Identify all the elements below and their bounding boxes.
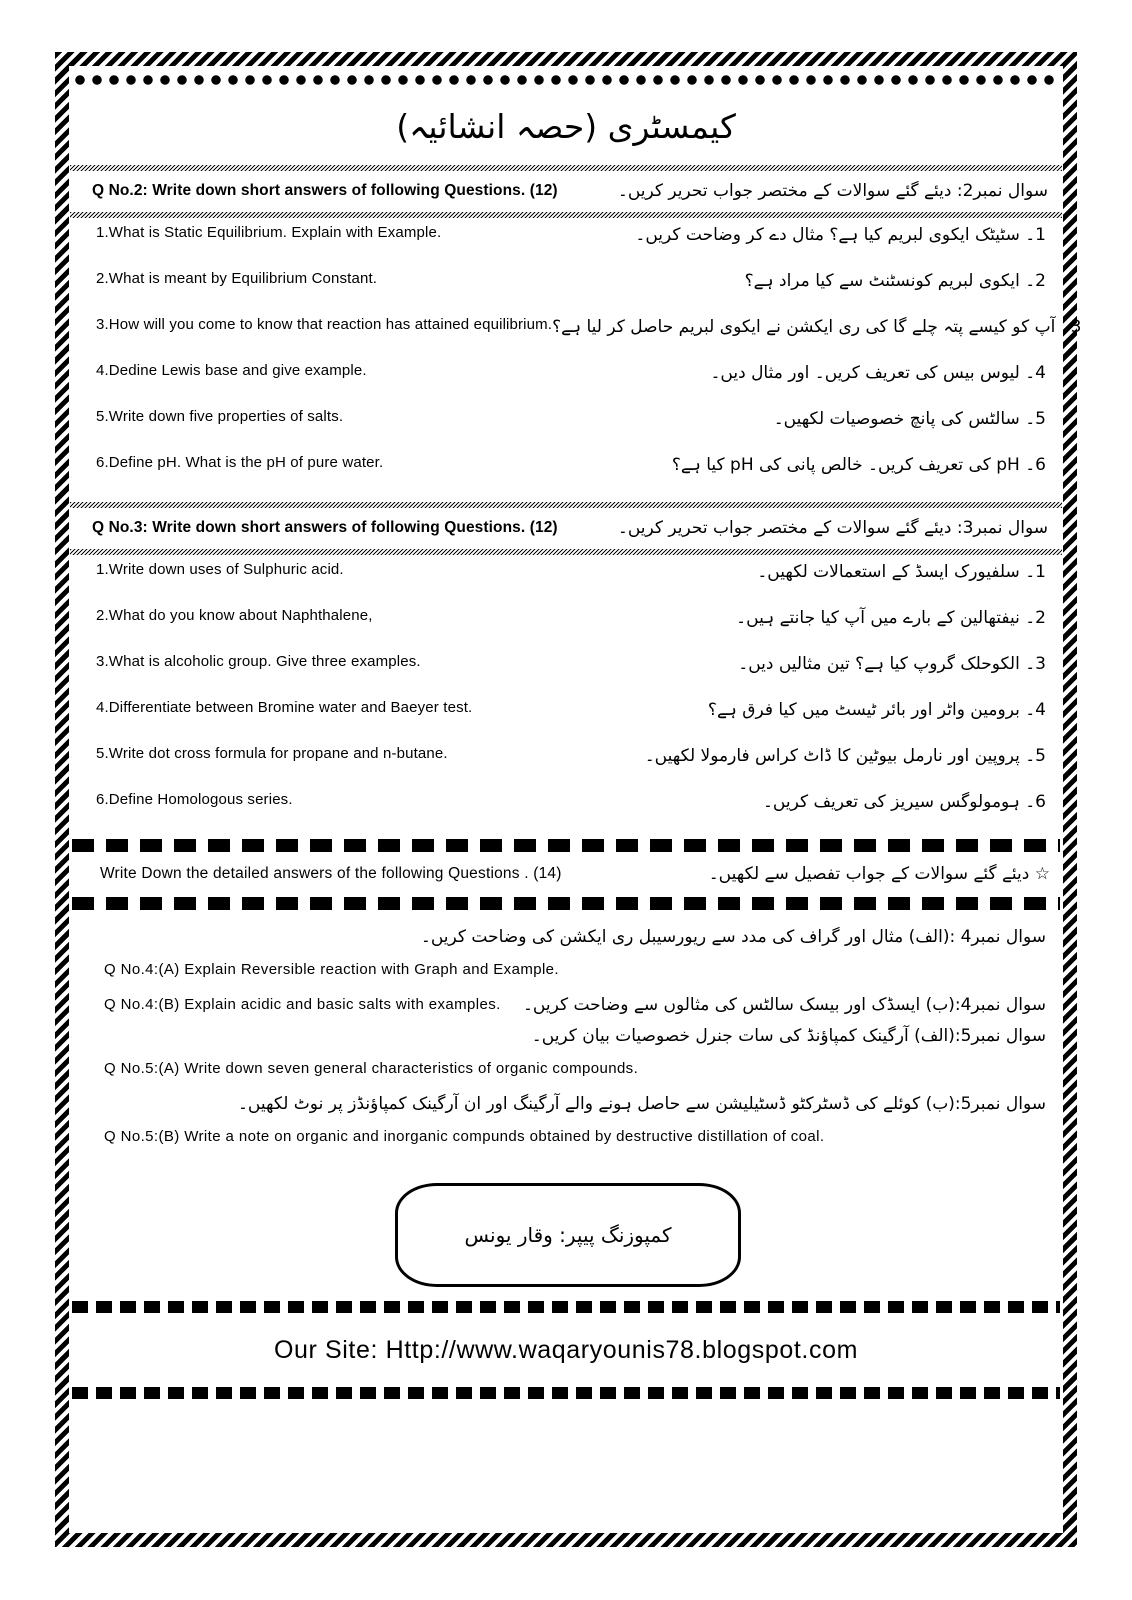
- page-title: کیمسٹری (حصہ انشائیہ): [396, 106, 736, 146]
- question-urdu: 5۔ پروپین اور نارمل بیوٹین کا ڈاٹ کراس فارمولا لکھیں۔: [644, 746, 1046, 766]
- question-row: [84, 561, 1052, 589]
- divider-zigzag-title-bottom: [70, 165, 1062, 171]
- section-header-q3: [70, 508, 1062, 549]
- detailed-banner-urdu: ☆ دیئے گئے سوالات کے جواب تفصیل سے لکھیں۔: [708, 864, 1050, 884]
- composer-credit: کمپوزنگ پیپر: وقار یونس: [464, 1223, 672, 1247]
- q2-header-english: Q No.2: Write down short answers of following Questions. (12): [92, 181, 558, 199]
- page-content: [70, 66, 1082, 1533]
- divider-zigzag-q3-top: [70, 502, 1062, 508]
- question-urdu: 6۔ ہومولوگس سیریز کی تعریف کریں۔: [762, 792, 1046, 812]
- question-urdu: 2۔ نیفتھالین کے بارے میں آپ کیا جانتے ہیں۔: [736, 608, 1046, 628]
- q4b-urdu: سوال نمبر4:(ب) ایسڈک اور بیسک سالٹس کی مثالوں سے وضاحت کریں۔: [522, 995, 1046, 1015]
- q5a-urdu: سوال نمبر5:(الف) آرگینک کمپاؤنڈ کی سات جنرل خصوصیات بیان کریں۔: [531, 1026, 1046, 1046]
- question-english: 5.Write dot cross formula for propane and n-butane.: [96, 745, 448, 762]
- question-row: [84, 653, 1052, 681]
- footer-block: [70, 1313, 1062, 1387]
- question-urdu: 3۔ الکوحلک گروپ کیا ہے؟ تین مثالیں دیں۔: [738, 654, 1046, 674]
- q3-header-english: Q No.3: Write down short answers of following Questions. (12): [92, 518, 558, 536]
- question-english: 4.Dedine Lewis base and give example.: [96, 362, 367, 379]
- question-urdu: 4۔ برومین واٹر اور بائر ٹیسٹ میں کیا فرق ہے؟: [707, 700, 1046, 720]
- question-row: [84, 745, 1052, 773]
- q3-header-urdu: سوال نمبر3: دیئے گئے سوالات کے مختصر جواب تحریر کریں۔: [617, 518, 1048, 538]
- divider-dash-banner-bottom: [72, 897, 1060, 910]
- question-english: 6.Define pH. What is the pH of pure water.: [96, 454, 384, 471]
- site-url-text: Our Site: Http://www.waqaryounis78.blogspot.com: [273, 1335, 858, 1364]
- q5a-english: Q No.5:(A) Write down seven general characteristics of organic compounds.: [104, 1060, 639, 1077]
- question-urdu: 5۔ سالٹس کی پانچ خصوصیات لکھیں۔: [773, 409, 1046, 429]
- composer-area: [86, 1183, 1050, 1287]
- question-row: [84, 316, 1082, 344]
- question-urdu: 1۔ سٹیٹک ایکوی لبریم کیا ہے؟ مثال دے کر وضاحت کریں۔: [635, 225, 1046, 245]
- question-row: [84, 607, 1052, 635]
- q2-header-urdu: سوال نمبر2: دیئے گئے سوالات کے مختصر جواب تحریر کریں۔: [617, 181, 1048, 201]
- question-urdu: 2۔ ایکوی لبریم کونسٹنٹ سے کیا مراد ہے؟: [744, 271, 1046, 291]
- divider-dash-footer-top: [72, 1301, 1060, 1313]
- q4b-english: Q No.4:(B) Explain acidic and basic salts with examples.: [104, 996, 501, 1013]
- divider-zigzag-q2-bottom: [70, 212, 1062, 218]
- q5b-english: Q No.5:(B) Write a note on organic and inorganic compunds obtained by destructive distillation of coal.: [104, 1128, 825, 1145]
- question-urdu: 4۔ لیوس بیس کی تعریف کریں۔ اور مثال دیں۔: [710, 363, 1046, 383]
- divider-dots-top: [74, 73, 1058, 87]
- question-english: 5.Write down five properties of salts.: [96, 408, 344, 425]
- question-english: 4.Differentiate between Bromine water and Baeyer test.: [96, 699, 473, 716]
- question-row: [84, 270, 1052, 298]
- q4a-english: Q No.4:(A) Explain Reversible reaction with Graph and Example.: [104, 961, 559, 978]
- q4b-row: [86, 994, 1050, 1015]
- question-urdu: 3۔ آپ کو کیسے پتہ چلے گا کی ری ایکشن نے ایکوی لبریم حاصل کر لیا ہے؟: [552, 317, 1082, 337]
- question-urdu: 1۔ سلفیورک ایسڈ کے استعمالات لکھیں۔: [757, 562, 1046, 582]
- question-row: [84, 408, 1052, 436]
- title-block: [70, 87, 1062, 165]
- long-answer-block: [70, 910, 1062, 1287]
- divider-dash-footer-bottom: [72, 1387, 1060, 1399]
- question-english: 1.What is Static Equilibrium. Explain with Example.: [96, 224, 442, 241]
- divider-zigzag-q3-bottom: [70, 549, 1062, 555]
- question-english: 6.Define Homologous series.: [96, 791, 293, 808]
- section-header-q2: [70, 171, 1062, 212]
- question-urdu: 6۔ pH کی تعریف کریں۔ خالص پانی کی pH کیا ہے؟: [671, 455, 1046, 475]
- q4a-urdu: سوال نمبر4 :(الف) مثال اور گراف کی مدد سے ریورسیبل ری ایکشن کی وضاحت کریں۔: [420, 927, 1046, 947]
- q3-question-list: [70, 555, 1062, 839]
- question-row: [84, 362, 1052, 390]
- detailed-answers-banner: [70, 852, 1062, 897]
- question-english: 3.What is alcoholic group. Give three examples.: [96, 653, 421, 670]
- composer-box: [395, 1183, 741, 1287]
- detailed-banner-english: Write Down the detailed answers of the following Questions . (14): [100, 864, 562, 882]
- q2-question-list: [70, 218, 1082, 502]
- question-english: 1.Write down uses of Sulphuric acid.: [96, 561, 344, 578]
- question-row: [84, 791, 1052, 819]
- divider-dash-banner-top: [72, 839, 1060, 852]
- question-english: 2.What do you know about Naphthalene,: [96, 607, 373, 624]
- question-row: [84, 699, 1052, 727]
- question-english: 2.What is meant by Equilibrium Constant.: [96, 270, 378, 287]
- question-english: 3.How will you come to know that reaction has attained equilibrium.: [96, 316, 553, 333]
- question-row: [84, 224, 1052, 252]
- question-row: [84, 454, 1052, 482]
- q5b-urdu: سوال نمبر5:(ب) کوئلے کی ڈسٹرکٹو ڈسٹیلیشن سے حاصل ہونے والے آرگینگ اور ان آرگینک کمپاؤنڈز پر نوٹ لکھیں۔: [237, 1094, 1046, 1114]
